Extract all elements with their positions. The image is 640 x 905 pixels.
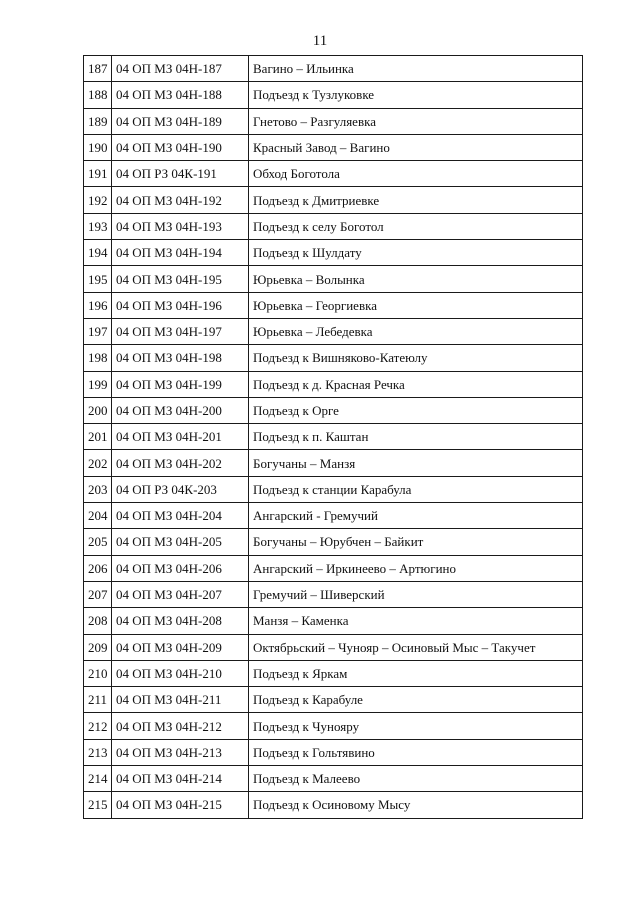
row-number-cell: 193 <box>84 213 112 239</box>
row-number-cell: 188 <box>84 82 112 108</box>
road-name-cell: Богучаны – Манзя <box>249 450 583 476</box>
table-row <box>84 161 583 187</box>
table-row <box>84 266 583 292</box>
table-row <box>84 792 583 818</box>
row-number-cell: 204 <box>84 503 112 529</box>
row-number-cell: 205 <box>84 529 112 555</box>
road-name-cell: Подъезд к Шулдату <box>249 240 583 266</box>
road-code-cell: 04 ОП МЗ 04Н-202 <box>112 450 249 476</box>
table-row <box>84 450 583 476</box>
road-name-cell: Юрьевка – Георгиевка <box>249 292 583 318</box>
table-row <box>84 687 583 713</box>
road-name-cell: Гнетово – Разгуляевка <box>249 108 583 134</box>
road-code-cell: 04 ОП МЗ 04Н-212 <box>112 713 249 739</box>
row-number-cell: 210 <box>84 660 112 686</box>
road-name-cell: Подъезд к п. Каштан <box>249 424 583 450</box>
table-row <box>84 134 583 160</box>
road-code-cell: 04 ОП РЗ 04К-191 <box>112 161 249 187</box>
table-row <box>84 397 583 423</box>
row-number-cell: 211 <box>84 687 112 713</box>
table-row <box>84 660 583 686</box>
road-code-cell: 04 ОП МЗ 04Н-189 <box>112 108 249 134</box>
road-name-cell: Подъезд к Тузлуковке <box>249 82 583 108</box>
road-code-cell: 04 ОП МЗ 04Н-199 <box>112 371 249 397</box>
row-number-cell: 206 <box>84 555 112 581</box>
road-code-cell: 04 ОП МЗ 04Н-209 <box>112 634 249 660</box>
road-name-cell: Обход Боготола <box>249 161 583 187</box>
row-number-cell: 197 <box>84 318 112 344</box>
table-row <box>84 108 583 134</box>
road-code-cell: 04 ОП МЗ 04Н-206 <box>112 555 249 581</box>
row-number-cell: 203 <box>84 476 112 502</box>
row-number-cell: 196 <box>84 292 112 318</box>
table-row <box>84 187 583 213</box>
table-row <box>84 555 583 581</box>
table-row <box>84 608 583 634</box>
table-row <box>84 529 583 555</box>
road-code-cell: 04 ОП МЗ 04Н-193 <box>112 213 249 239</box>
table-row <box>84 371 583 397</box>
road-code-cell: 04 ОП МЗ 04Н-200 <box>112 397 249 423</box>
row-number-cell: 195 <box>84 266 112 292</box>
road-name-cell: Подъезд к Дмитриевке <box>249 187 583 213</box>
row-number-cell: 207 <box>84 581 112 607</box>
row-number-cell: 190 <box>84 134 112 160</box>
table-row <box>84 240 583 266</box>
road-name-cell: Подъезд к станции Карабула <box>249 476 583 502</box>
road-code-cell: 04 ОП МЗ 04Н-210 <box>112 660 249 686</box>
road-name-cell: Подъезд к Чунояру <box>249 713 583 739</box>
road-name-cell: Октябрьский – Чунояр – Осиновый Мыс – Такучет <box>249 634 583 660</box>
table-row <box>84 739 583 765</box>
road-name-cell: Богучаны – Юрубчен – Байкит <box>249 529 583 555</box>
row-number-cell: 189 <box>84 108 112 134</box>
row-number-cell: 215 <box>84 792 112 818</box>
table-row <box>84 581 583 607</box>
page-number: 11 <box>312 33 328 49</box>
road-name-cell: Подъезд к Яркам <box>249 660 583 686</box>
roads-table <box>83 55 583 819</box>
table-row <box>84 424 583 450</box>
road-code-cell: 04 ОП МЗ 04Н-211 <box>112 687 249 713</box>
road-code-cell: 04 ОП МЗ 04Н-205 <box>112 529 249 555</box>
road-code-cell: 04 ОП МЗ 04Н-214 <box>112 766 249 792</box>
road-name-cell: Красный Завод – Вагино <box>249 134 583 160</box>
row-number-cell: 214 <box>84 766 112 792</box>
road-code-cell: 04 ОП МЗ 04Н-194 <box>112 240 249 266</box>
road-code-cell: 04 ОП РЗ 04К-203 <box>112 476 249 502</box>
road-name-cell: Подъезд к Вишняково-Катеюлу <box>249 345 583 371</box>
road-code-cell: 04 ОП МЗ 04Н-190 <box>112 134 249 160</box>
row-number-cell: 202 <box>84 450 112 476</box>
table-row <box>84 503 583 529</box>
road-name-cell: Подъезд к Малеево <box>249 766 583 792</box>
table-row <box>84 766 583 792</box>
road-code-cell: 04 ОП МЗ 04Н-188 <box>112 82 249 108</box>
road-code-cell: 04 ОП МЗ 04Н-215 <box>112 792 249 818</box>
table-row <box>84 634 583 660</box>
row-number-cell: 209 <box>84 634 112 660</box>
row-number-cell: 194 <box>84 240 112 266</box>
road-name-cell: Гремучий – Шиверский <box>249 581 583 607</box>
row-number-cell: 198 <box>84 345 112 371</box>
road-name-cell: Подъезд к д. Красная Речка <box>249 371 583 397</box>
table-row <box>84 82 583 108</box>
row-number-cell: 212 <box>84 713 112 739</box>
table-row <box>84 56 583 82</box>
road-name-cell: Подъезд к Орге <box>249 397 583 423</box>
row-number-cell: 200 <box>84 397 112 423</box>
road-name-cell: Юрьевка – Волынка <box>249 266 583 292</box>
road-name-cell: Подъезд к Карабуле <box>249 687 583 713</box>
roads-table-body <box>84 56 583 819</box>
road-name-cell: Подъезд к Осиновому Мысу <box>249 792 583 818</box>
road-name-cell: Ангарский - Гремучий <box>249 503 583 529</box>
road-code-cell: 04 ОП МЗ 04Н-208 <box>112 608 249 634</box>
road-name-cell: Подъезд к селу Боготол <box>249 213 583 239</box>
row-number-cell: 192 <box>84 187 112 213</box>
row-number-cell: 199 <box>84 371 112 397</box>
table-row <box>84 292 583 318</box>
road-code-cell: 04 ОП МЗ 04Н-192 <box>112 187 249 213</box>
table-row <box>84 713 583 739</box>
road-code-cell: 04 ОП МЗ 04Н-201 <box>112 424 249 450</box>
road-code-cell: 04 ОП МЗ 04Н-204 <box>112 503 249 529</box>
road-name-cell: Манзя – Каменка <box>249 608 583 634</box>
road-code-cell: 04 ОП МЗ 04Н-195 <box>112 266 249 292</box>
road-name-cell: Юрьевка – Лебедевка <box>249 318 583 344</box>
table-row <box>84 476 583 502</box>
table-row <box>84 345 583 371</box>
road-code-cell: 04 ОП МЗ 04Н-187 <box>112 56 249 82</box>
row-number-cell: 213 <box>84 739 112 765</box>
row-number-cell: 191 <box>84 161 112 187</box>
row-number-cell: 208 <box>84 608 112 634</box>
road-code-cell: 04 ОП МЗ 04Н-196 <box>112 292 249 318</box>
road-code-cell: 04 ОП МЗ 04Н-197 <box>112 318 249 344</box>
road-code-cell: 04 ОП МЗ 04Н-207 <box>112 581 249 607</box>
table-row <box>84 213 583 239</box>
row-number-cell: 187 <box>84 56 112 82</box>
row-number-cell: 201 <box>84 424 112 450</box>
road-name-cell: Вагино – Ильинка <box>249 56 583 82</box>
table-row <box>84 318 583 344</box>
road-name-cell: Ангарский – Иркинеево – Артюгино <box>249 555 583 581</box>
road-name-cell: Подъезд к Гольтявино <box>249 739 583 765</box>
road-code-cell: 04 ОП МЗ 04Н-213 <box>112 739 249 765</box>
road-code-cell: 04 ОП МЗ 04Н-198 <box>112 345 249 371</box>
